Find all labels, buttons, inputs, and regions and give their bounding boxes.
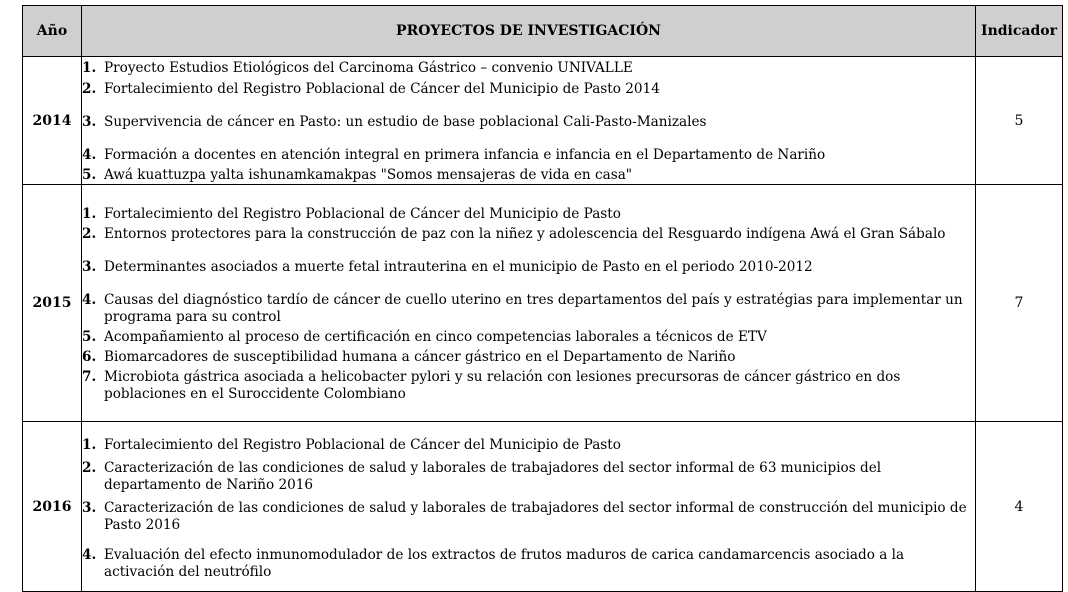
item-number: 5. bbox=[82, 167, 97, 183]
year-cell: 2016 bbox=[23, 422, 82, 592]
item-number: 1. bbox=[82, 60, 97, 76]
list-item bbox=[82, 292, 975, 326]
item-text: Fortalecimiento del Registro Poblacional de Cáncer del Municipio de Pasto bbox=[104, 436, 621, 453]
item-text: Fortalecimiento del Registro Poblacional de Cáncer del Municipio de Pasto bbox=[104, 206, 621, 222]
item-number: 2. bbox=[82, 81, 97, 97]
list-item bbox=[82, 460, 975, 494]
item-text: Causas del diagnóstico tardío de cáncer de cuello uterino en tres departamentos del país y estratégias para implementar un programa para su control bbox=[104, 292, 963, 325]
item-text: Supervivencia de cáncer en Pasto: un estudio de base poblacional Cali-Pasto-Manizales bbox=[104, 114, 707, 130]
item-number: 2. bbox=[82, 226, 97, 242]
item-text: Formación a docentes en atención integral en primera infancia e infancia en el Departamento de Nariño bbox=[104, 147, 826, 163]
indicator-cell: 7 bbox=[976, 185, 1063, 422]
item-number: 1. bbox=[82, 436, 97, 453]
year-cell: 2014 bbox=[23, 57, 82, 185]
list-item bbox=[82, 547, 975, 581]
header-projects: PROYECTOS DE INVESTIGACIÓN bbox=[82, 6, 976, 57]
table-row bbox=[23, 185, 1063, 422]
indicator-cell: 5 bbox=[976, 57, 1063, 185]
list-item bbox=[82, 60, 975, 77]
item-text: Determinantes asociados a muerte fetal intrauterina en el municipio de Pasto en el periodo 2010-2012 bbox=[104, 259, 813, 275]
item-text: Awá kuattuzpa yalta ishunamkamakpas "Somos mensajeras de vida en casa" bbox=[104, 167, 633, 183]
item-number: 4. bbox=[82, 147, 97, 163]
item-number: 3. bbox=[82, 114, 97, 130]
list-item bbox=[82, 167, 975, 184]
projects-cell bbox=[82, 57, 976, 185]
list-item bbox=[82, 226, 975, 243]
header-row bbox=[23, 6, 1063, 57]
item-text: Entornos protectores para la construcción de paz con la niñez y adolescencia del Resguardo indígena Awá el Gran Sábalo bbox=[104, 226, 946, 242]
list-item bbox=[82, 349, 975, 366]
item-number: 3. bbox=[82, 499, 97, 516]
item-text: Biomarcadores de susceptibilidad humana a cáncer gástrico en el Departamento de Nariño bbox=[104, 349, 736, 365]
item-text: Acompañamiento al proceso de certificación en cinco competencias laborales a técnicos de ETV bbox=[104, 329, 767, 345]
item-number: 7. bbox=[82, 369, 97, 385]
list-item bbox=[82, 259, 975, 276]
list-item bbox=[82, 329, 975, 346]
header-indicator: Indicador bbox=[976, 6, 1063, 57]
item-number: 1. bbox=[82, 206, 97, 222]
item-text: Evaluación del efecto inmunomodulador de los extractos de frutos maduros de carica candamarcencis asociado a la activación del neutrófilo bbox=[104, 546, 905, 580]
list-item bbox=[82, 500, 975, 534]
item-text: Fortalecimiento del Registro Poblacional de Cáncer del Municipio de Pasto 2014 bbox=[104, 81, 660, 97]
table-row bbox=[23, 422, 1063, 592]
item-text: Microbiota gástrica asociada a helicobacter pylori y su relación con lesiones precursoras de cáncer gástrico en dos poblaciones en el Suroccidente Colombiano bbox=[104, 369, 901, 402]
item-number: 2. bbox=[82, 459, 97, 476]
indicator-cell: 4 bbox=[976, 422, 1063, 592]
table-row bbox=[23, 57, 1063, 185]
item-number: 5. bbox=[82, 329, 97, 345]
item-number: 4. bbox=[82, 292, 97, 308]
project-list bbox=[82, 60, 975, 184]
item-number: 4. bbox=[82, 546, 97, 563]
projects-cell bbox=[82, 185, 976, 422]
projects-cell bbox=[82, 422, 976, 592]
list-item bbox=[82, 147, 975, 164]
list-item bbox=[82, 114, 975, 131]
project-list bbox=[82, 437, 975, 581]
year-cell: 2015 bbox=[23, 185, 82, 422]
list-item bbox=[82, 81, 975, 98]
list-item bbox=[82, 369, 975, 403]
item-text: Proyecto Estudios Etiológicos del Carcinoma Gástrico – convenio UNIVALLE bbox=[104, 60, 633, 76]
list-item bbox=[82, 206, 975, 223]
item-number: 6. bbox=[82, 349, 97, 365]
item-text: Caracterización de las condiciones de salud y laborales de trabajadores del sector informal de 63 municipios del departamento de Nariño 2016 bbox=[104, 459, 882, 493]
list-item bbox=[82, 437, 975, 454]
header-year: Año bbox=[23, 6, 82, 57]
research-projects-table bbox=[22, 5, 1063, 592]
item-number: 3. bbox=[82, 259, 97, 275]
item-text: Caracterización de las condiciones de salud y laborales de trabajadores del sector informal de construcción del municipio de Pasto 2016 bbox=[104, 499, 967, 533]
project-list bbox=[82, 206, 975, 403]
